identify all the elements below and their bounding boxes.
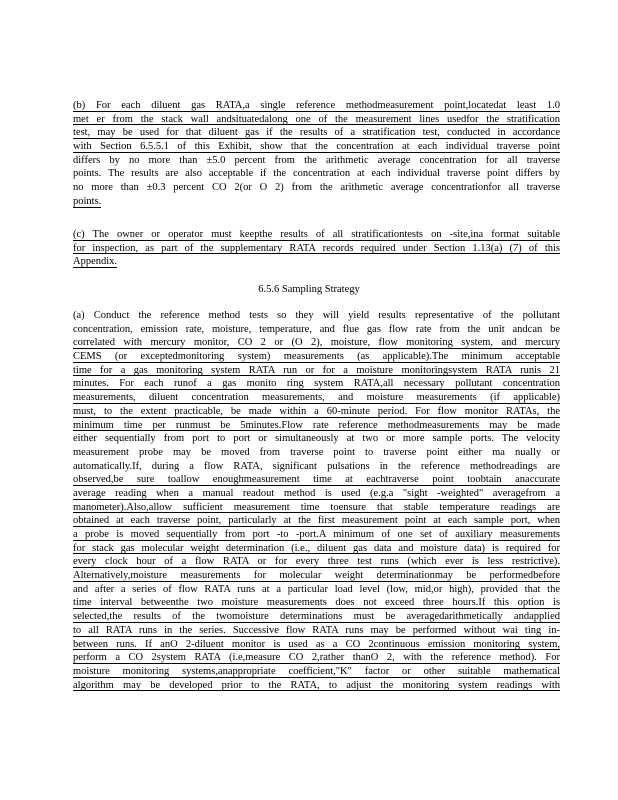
text-line: a probe is moved sequentially from port -to -port.A minimum of one set of auxiliary measurements — [73, 529, 560, 540]
text-line: every clock hour of a flow RATA or for every three test runs (which ever is less restrictive). — [73, 556, 560, 568]
text-line: time for a gas monitoring system RATA run or for a moisture monitoringsystem RATA runis 21 — [73, 364, 560, 376]
text-line: automatically.If, during a flow RATA, significant pulsations in the reference methodreadings are — [73, 460, 560, 472]
text-line: observed,be sure toallow enoughmeasurement time at eachtraverse point toobtain anaccurate — [73, 474, 560, 486]
text-line: must, to the extent practicable, be made within a 60-minute period. For flow monitor RATAs, the — [73, 405, 560, 417]
text-line: perform a CO 2system RATA (i.e,measure CO 2,rather thanO 2, with the reference method). For — [73, 652, 560, 664]
text-line: no more than ±0.3 percent CO 2(or O 2) from the arithmetic average concentrationfor all traverse — [73, 182, 560, 194]
text-line: with Section 6.5.5.1 of this Exhibit, show that the concentration at each individual traverse point — [73, 141, 560, 153]
text-line: differs by no more than ±5.0 percent from the arithmetic average concentration for all traverse — [73, 154, 560, 166]
text-line: moisture monitoring systems,anappropriate coefficient,"K" factor or other suitable mathematical — [73, 665, 560, 677]
text-line: (c) The owner or operator must keepthe results of all stratificationtests on -site,ina format suitable — [73, 229, 560, 240]
text-line: manometer).Also,allow sufficient measurement time toensure that stable temperature readings are — [73, 501, 560, 513]
text-line: points. — [73, 195, 102, 207]
text-line: correlated with mercury monitor, CO 2 or (O 2), moisture, flow monitoring system, and mercury — [73, 337, 560, 349]
text-line: minutes. For each runof a gas monito ring system RATA,all necessary pollutant concentration — [73, 378, 560, 390]
text-line: Alternatively,moisture measurements for molecular weight determinationmay be performedbefore — [73, 570, 560, 582]
text-line: concentration, emission rate, moisture, temperature, and flue gas flow rate from the unit andcan be — [73, 323, 560, 335]
text-line: points. The results are also acceptable if the concentration at each individual traverse point differs by — [73, 168, 560, 180]
paragraph-c — [73, 228, 560, 274]
text-line: either sequentially from port to port or simultaneously at two or more sample ports. The velocity — [73, 433, 560, 445]
text-line: selected,the results of the twomoisture determinations must be averagedarithmetically andapplied — [73, 611, 560, 623]
text-line: and after a series of flow RATA runs at a particular load level (low, mid,or high), provided that the — [73, 583, 560, 595]
text-line: to all RATA runs in the series. Successive flow RATA runs may be performed without wai ting in- — [73, 624, 560, 636]
text-line: algorithm may be developed prior to the RATA, to adjust the monitoring system readings with — [73, 679, 560, 691]
text-line: time interval betweenthe two moisture measurements does not exceed three hours.If this option is — [73, 597, 560, 609]
text-line: for inspection, as part of the supplementary RATA records required under Section 1.13(a) (7) of this — [73, 242, 560, 254]
text-line: average reading when a manual readout method is used (e.g.a "sight -weighted" averagefrom a — [73, 487, 560, 499]
text-line: between runs. If anO 2-diluent monitor is used as a CO 2continuous emission monitoring system, — [73, 638, 560, 650]
text-line: measurement probe may be moved from traverse point to traverse point either ma nually or — [73, 446, 560, 458]
text-line: met er from the stack wall andsituatedalong one of the measurement lines usedfor the stratification — [73, 113, 560, 125]
text-line: obtained at each traverse point, particularly at the first measurement point at each sample port, when — [73, 515, 560, 527]
text-line: minimum time per runmust be 5minutes.Flow rate reference methodmeasurements may be made — [73, 419, 560, 431]
section-heading: 6.5.6 Sampling Strategy — [258, 284, 360, 295]
text-line: CEMS (or exceptedmonitoring system) measurements (as applicable).The minimum acceptable — [73, 351, 560, 363]
text-line: measurements, diluent concentration measurements, and moisture measurements (if applicable) — [73, 392, 560, 404]
text-line: Appendix. — [73, 256, 118, 268]
paragraph-b — [73, 99, 560, 214]
paragraph-a — [73, 309, 560, 692]
text-line: (a) Conduct the reference method tests so they will yield results representative of the pollutant — [73, 310, 560, 321]
text-line: (b) For each diluent gas RATA,a single reference methodmeasurement point,locatedat least 1.0 — [73, 100, 560, 111]
text-line: test, may be used for that diluent gas if the results of a stratification test, conducted in accordance — [73, 127, 560, 139]
text-line: for stack gas molecular weight determination (i.e., diluent gas data and moisture data) is required for — [73, 542, 560, 554]
